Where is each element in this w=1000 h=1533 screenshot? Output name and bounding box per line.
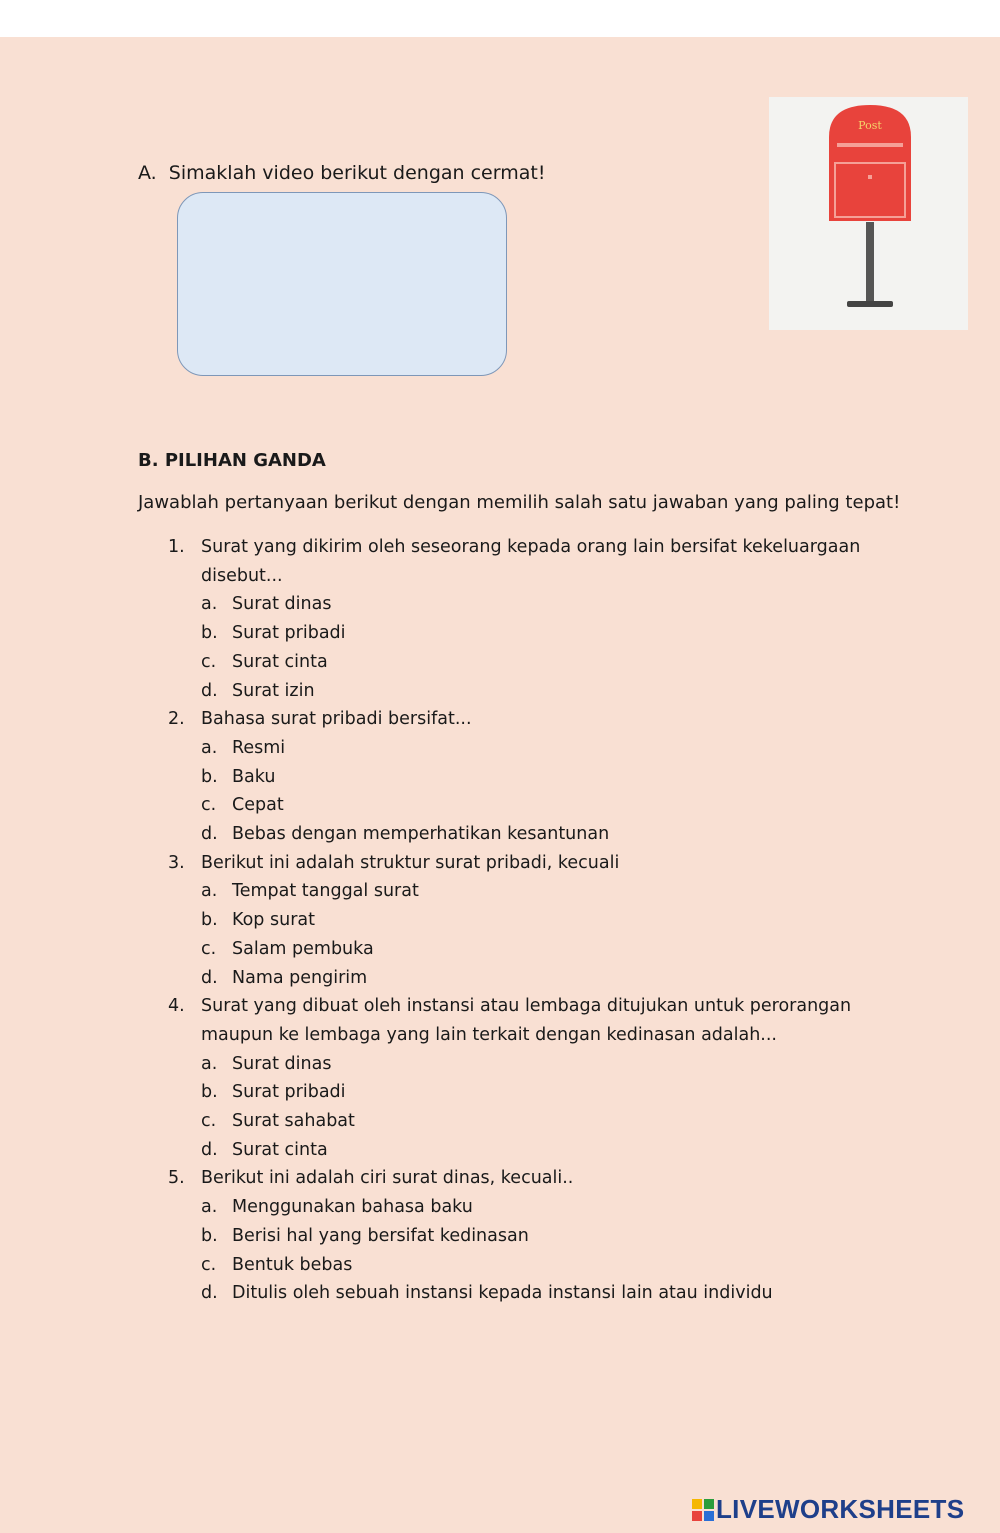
answer-option[interactable] (201, 1222, 888, 1251)
option-text: Resmi (232, 737, 286, 758)
option-letter: c. (201, 1111, 217, 1132)
option-text: Surat sahabat (232, 1111, 355, 1132)
question-item (168, 533, 888, 705)
answer-option[interactable] (201, 1107, 888, 1136)
option-text: Surat izin (232, 680, 315, 701)
option-letter: c. (201, 795, 217, 816)
answer-option[interactable] (201, 619, 888, 648)
question-number: 5. (168, 1168, 185, 1189)
option-text: Bebas dengan memperhatikan kesantunan (232, 824, 610, 845)
question-item (168, 849, 888, 993)
liveworksheets-logo (692, 1494, 964, 1525)
question-number: 4. (168, 996, 185, 1017)
option-letter: c. (201, 938, 217, 959)
question-list (168, 533, 888, 1308)
option-letter: a. (201, 1053, 218, 1074)
option-letter: a. (201, 737, 218, 758)
answer-option[interactable] (201, 1279, 888, 1308)
option-text: Ditulis oleh sebuah instansi kepada instansi lain atau individu (232, 1283, 773, 1304)
liveworksheets-wordmark: LIVEWORKSHEETS (716, 1494, 965, 1524)
option-letter: b. (201, 623, 218, 644)
question-number: 2. (168, 709, 185, 730)
post-sign-text: Post (858, 119, 882, 132)
section-b-heading: B. PILIHAN GANDA (138, 450, 326, 471)
question-text: Berikut ini adalah struktur surat pribadi, kecuali (201, 852, 620, 873)
option-letter: c. (201, 651, 217, 672)
option-text: Surat dinas (232, 1053, 332, 1074)
option-letter: a. (201, 881, 218, 902)
section-a-label: A. (138, 162, 157, 184)
question-item (168, 992, 888, 1164)
answer-option[interactable] (201, 820, 888, 849)
option-list (168, 1193, 888, 1308)
option-letter: d. (201, 680, 218, 701)
option-letter: b. (201, 1225, 218, 1246)
section-a-heading (138, 162, 545, 184)
answer-option[interactable] (201, 1136, 888, 1165)
option-text: Surat cinta (232, 651, 328, 672)
answer-option[interactable] (201, 734, 888, 763)
question-row (168, 1164, 888, 1193)
question-text: Berikut ini adalah ciri surat dinas, kecuali.. (201, 1168, 574, 1189)
question-row (168, 705, 888, 734)
option-letter: b. (201, 910, 218, 931)
option-letter: a. (201, 594, 218, 615)
answer-option[interactable] (201, 906, 888, 935)
liveworksheets-icon (692, 1499, 714, 1521)
option-list (168, 734, 888, 849)
answer-option[interactable] (201, 1193, 888, 1222)
option-text: Menggunakan bahasa baku (232, 1197, 473, 1218)
answer-option[interactable] (201, 1050, 888, 1079)
option-text: Kop surat (232, 910, 315, 931)
question-item (168, 1164, 888, 1308)
question-row (168, 992, 888, 1049)
option-letter: d. (201, 824, 218, 845)
post-box-image (769, 97, 968, 330)
question-row (168, 849, 888, 878)
option-letter: a. (201, 1197, 218, 1218)
option-letter: b. (201, 766, 218, 787)
option-text: Nama pengirim (232, 967, 368, 988)
option-letter: d. (201, 1283, 218, 1304)
section-a-title: Simaklah video berikut dengan cermat! (168, 162, 546, 184)
answer-option[interactable] (201, 677, 888, 706)
post-box-illustration (769, 97, 968, 330)
answer-option[interactable] (201, 590, 888, 619)
option-letter: c. (201, 1254, 217, 1275)
option-list (168, 877, 888, 992)
answer-option[interactable] (201, 964, 888, 993)
option-letter: d. (201, 1139, 218, 1160)
answer-option[interactable] (201, 1251, 888, 1280)
option-text: Bentuk bebas (232, 1254, 353, 1275)
option-text: Berisi hal yang bersifat kedinasan (232, 1225, 529, 1246)
answer-option[interactable] (201, 877, 888, 906)
answer-option[interactable] (201, 791, 888, 820)
option-text: Surat pribadi (232, 623, 346, 644)
option-text: Surat cinta (232, 1139, 328, 1160)
question-text: Bahasa surat pribadi bersifat... (201, 709, 472, 730)
option-text: Salam pembuka (232, 938, 374, 959)
option-letter: d. (201, 967, 218, 988)
option-list (168, 590, 888, 705)
question-text: Surat yang dibuat oleh instansi atau lembaga ditujukan untuk perorangan maupun ke lembaga yang lain terkait dengan kedinasan adalah... (201, 996, 852, 1045)
option-list (168, 1050, 888, 1165)
question-number: 3. (168, 852, 185, 873)
answer-option[interactable] (201, 648, 888, 677)
instruction-text: Jawablah pertanyaan berikut dengan memilih salah satu jawaban yang paling tepat! (138, 492, 901, 513)
answer-option[interactable] (201, 1078, 888, 1107)
option-text: Cepat (232, 795, 284, 816)
answer-option[interactable] (201, 763, 888, 792)
answer-option[interactable] (201, 935, 888, 964)
video-placeholder[interactable] (177, 192, 507, 376)
question-row (168, 533, 888, 590)
question-item (168, 705, 888, 849)
option-text: Baku (232, 766, 276, 787)
question-text: Surat yang dikirim oleh seseorang kepada orang lain bersifat kekeluargaan disebut... (201, 537, 861, 586)
option-text: Surat dinas (232, 594, 332, 615)
option-letter: b. (201, 1082, 218, 1103)
option-text: Surat pribadi (232, 1082, 346, 1103)
question-number: 1. (168, 537, 185, 557)
option-text: Tempat tanggal surat (232, 881, 419, 902)
